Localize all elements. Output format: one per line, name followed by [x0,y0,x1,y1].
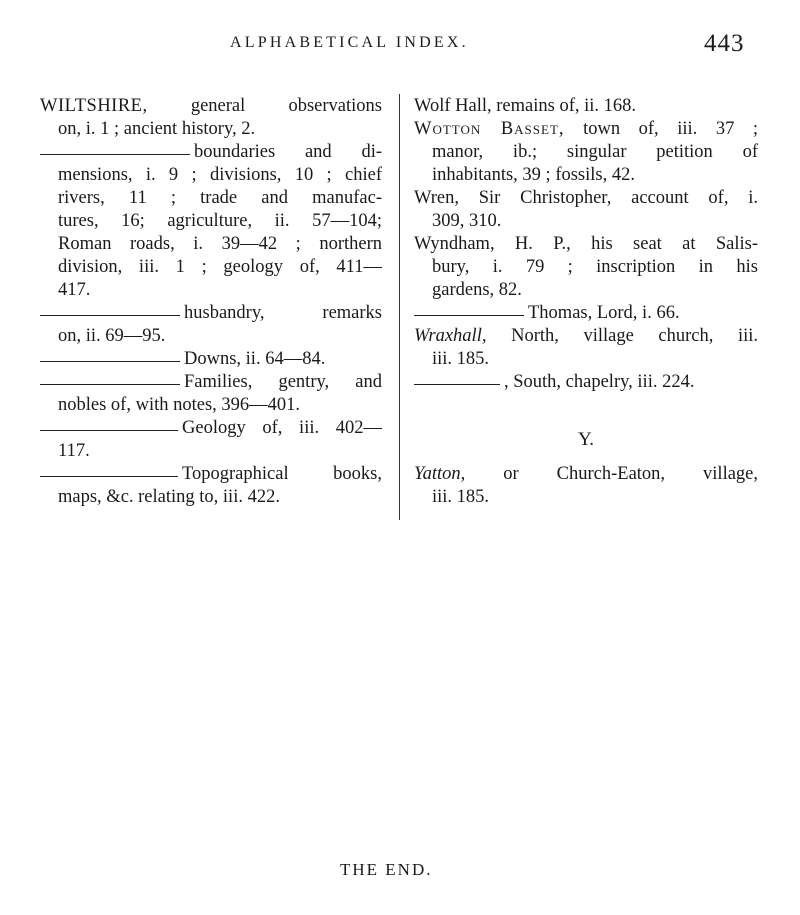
index-entry-text: Downs, ii. 64—84. [184,349,326,369]
letter-heading: Y. [577,429,595,450]
index-line [414,348,758,371]
index-line-text [432,486,758,509]
index-line [414,164,758,187]
index-column-right [414,95,758,509]
index-line [40,486,382,509]
index-line [40,371,382,394]
index-line-text [58,325,382,348]
index-entry-text: nobles of, with notes, 396—401. [58,395,301,415]
index-entry-text: manor, ib.; singular petition of [432,142,758,162]
ditto-dash [40,315,180,316]
index-line-text [58,486,382,509]
index-line [40,164,382,187]
closing-text: THE END. [340,860,433,879]
index-line [414,95,758,118]
index-line [414,371,758,394]
index-entry-text: Wren, Sir Christopher, account of, i. [414,188,758,208]
index-entry-text: boundaries and di- [194,142,382,162]
index-entry-text: or Church-Eaton, village, [503,464,758,484]
index-line-text [40,95,382,118]
index-line [40,95,382,118]
index-entry-text: general observations [190,96,382,116]
index-line [414,141,758,164]
index-entry-text: gardens, 82. [432,280,522,300]
index-line-text [182,463,382,486]
index-line-text [432,164,758,187]
index-line [40,325,382,348]
ditto-dash [414,315,524,316]
index-entry-text: tures, 16; agriculture, ii. 57—104; [58,211,382,231]
index-line-text [414,187,758,210]
index-entry-text: Topographical books, [182,464,382,484]
index-line-text [194,141,382,164]
index-entry-text: on, ii. 69—95. [58,326,166,346]
page-number: 443 [704,30,745,57]
index-line-text [414,325,758,348]
index-line [414,486,758,509]
index-entry-text: 417. [58,280,91,300]
index-headword: WILTSHIRE, [40,96,148,116]
index-entry-text: inhabitants, 39 ; fossils, 42. [432,165,635,185]
ditto-dash [40,430,178,431]
index-entry-text: Families, gentry, and [184,372,382,392]
index-line-text [504,371,758,394]
index-entry-text: Geology of, iii. 402— [182,418,382,438]
index-line-text [432,210,758,233]
index-line [40,187,382,210]
index-headword: Wraxhall, [414,326,487,346]
index-entry-text: husbandry, remarks [184,303,382,323]
index-line-text [432,141,758,164]
index-line [414,325,758,348]
index-line [414,118,758,141]
index-line [40,256,382,279]
index-line [414,187,758,210]
index-line [414,463,758,486]
index-line-text [58,187,382,210]
index-line-text [58,440,382,463]
index-line [414,302,758,325]
index-entry-text: division, iii. 1 ; geology of, 411— [58,257,382,277]
index-line-text [182,417,382,440]
index-entry-text: on, i. 1 ; ancient history, 2. [58,119,256,139]
index-line-text [58,164,382,187]
index-line [40,210,382,233]
ditto-dash [40,361,180,362]
index-line-text [184,302,382,325]
index-entry-text: Roman roads, i. 39—42 ; northern [58,234,382,254]
ditto-dash [40,384,180,385]
ditto-dash [40,154,190,155]
index-line-text [432,279,758,302]
index-entry-text: rivers, 11 ; trade and manufac- [58,188,382,208]
index-line [414,279,758,302]
index-entry-text: iii. 185. [432,487,490,507]
blank-line [414,394,758,417]
index-entry-text: bury, i. 79 ; inscription in his [432,257,758,277]
index-entry-text: 309, 310. [432,211,502,231]
index-line-text [432,348,758,371]
index-line [414,233,758,256]
index-entry-text: 117. [58,441,90,461]
index-entry-text: maps, &c. relating to, iii. 422. [58,487,280,507]
index-entry-text: town of, iii. 37 ; [583,119,758,139]
index-entry-text: iii. 185. [432,349,490,369]
index-entry-text: Wyndham, H. P., his seat at Salis- [414,234,758,254]
index-line [414,256,758,279]
index-line-text [58,210,382,233]
index-line-text [432,256,758,279]
column-divider [399,94,400,520]
index-line [40,394,382,417]
index-line [40,233,382,256]
index-line [40,141,382,164]
index-line [40,348,382,371]
index-line-text [58,256,382,279]
index-line-text [184,348,382,371]
ditto-dash [40,476,178,477]
index-line [414,210,758,233]
index-headword: Wotton Basset, [414,119,565,139]
index-line [40,463,382,486]
running-head-title: ALPHABETICAL INDEX. [230,34,469,51]
index-line [40,118,382,141]
index-line-text [414,463,758,486]
index-line [40,302,382,325]
index-line-text [414,118,758,141]
index-line [40,440,382,463]
index-entry-text: Thomas, Lord, i. 66. [528,303,680,323]
index-line-text [58,233,382,256]
index-line-text [528,302,758,325]
index-entry-text: North, village church, iii. [511,326,758,346]
ditto-dash [414,384,500,385]
index-line [40,417,382,440]
index-line-text [414,233,758,256]
index-entry-text: mensions, i. 9 ; divisions, 10 ; chief [58,165,382,185]
index-headword: Yatton, [414,464,466,484]
index-line-text [58,279,382,302]
index-line-text [184,371,382,394]
index-line [40,279,382,302]
index-entry-text: Wolf Hall, remains of, ii. 168. [414,96,637,116]
index-line-text [58,394,382,417]
index-entry-text: , South, chapelry, iii. 224. [504,372,695,392]
index-line-text [414,95,758,118]
index-column-left [40,95,382,509]
index-line-text [58,118,382,141]
